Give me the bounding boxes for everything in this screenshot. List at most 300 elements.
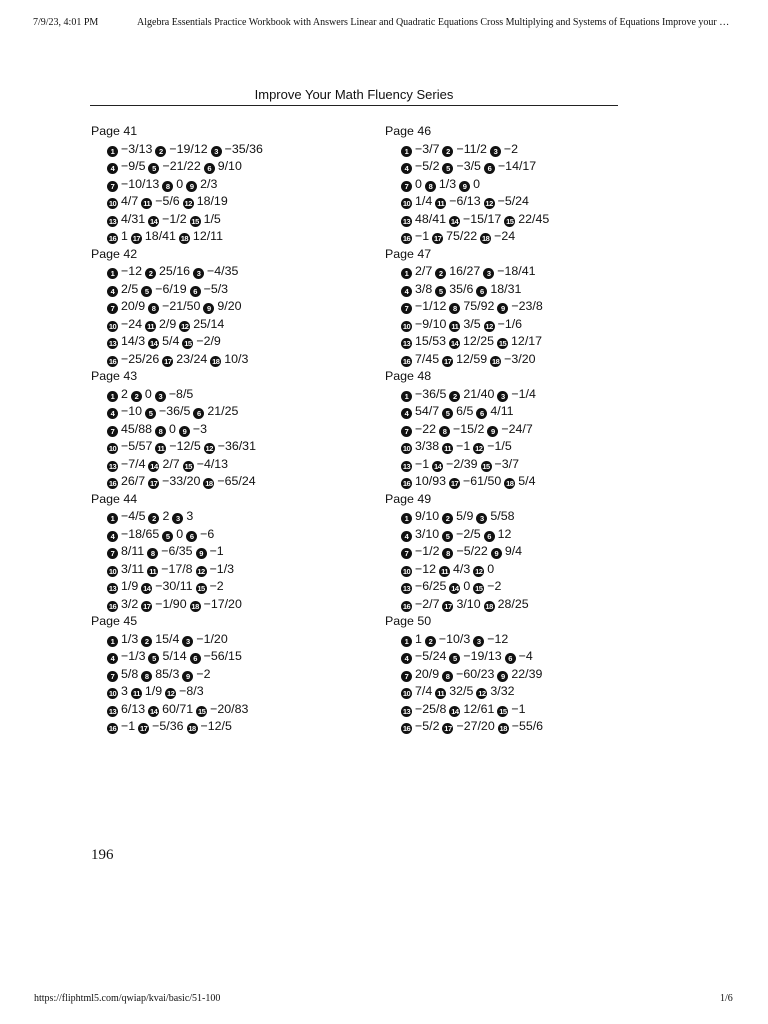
answer-item: [190, 597, 242, 611]
problem-number-icon: 14: [149, 706, 158, 716]
answer-item: [190, 282, 228, 296]
answer-value: 3/10: [456, 596, 481, 611]
problem-number-icon: 18: [188, 724, 196, 733]
page-heading: Page 50: [385, 614, 432, 628]
answer-item: [107, 719, 135, 733]
answer-item: [107, 684, 128, 698]
answer-item: [401, 597, 439, 611]
problem-number-icon: 2: [442, 146, 453, 157]
problem-number-icon: 7: [107, 548, 118, 559]
problem-number-icon: 5: [442, 531, 453, 542]
problem-number-icon: 1: [401, 513, 412, 524]
answer-value: −6/13: [449, 194, 481, 208]
problem-number-icon: 10: [402, 566, 411, 576]
answer-value: 0: [463, 579, 471, 593]
answer-row: [385, 176, 552, 194]
answer-item: [203, 474, 255, 488]
problem-number-icon: 4: [401, 163, 412, 174]
answer-item: [401, 684, 432, 698]
answer-row: [385, 193, 552, 211]
answer-item: [107, 194, 138, 208]
answer-value: −17/8: [161, 561, 193, 576]
answer-value: −35/36: [224, 141, 263, 156]
answer-item: [504, 212, 549, 226]
problem-number-icon: 7: [401, 181, 412, 192]
answer-value: −3: [192, 421, 208, 436]
problem-number-icon: 14: [451, 706, 459, 716]
answer-value: −1/5: [487, 439, 512, 453]
answer-item: [155, 387, 193, 401]
answer-item: [190, 212, 221, 226]
answer-value: −8/5: [168, 386, 194, 401]
answer-value: 12: [497, 526, 512, 541]
page-heading: Page 46: [385, 124, 432, 138]
problem-number-icon: 15: [197, 584, 205, 593]
answer-row: [385, 473, 552, 491]
answer-value: 12/17: [511, 334, 543, 348]
answer-item: [435, 282, 473, 296]
answer-value: 18/19: [196, 194, 228, 208]
answer-value: −23/8: [511, 299, 543, 313]
problem-number-icon: 16: [402, 724, 411, 733]
answer-value: 5/58: [490, 509, 515, 523]
page-heading: Page 49: [385, 491, 432, 506]
answer-item: [497, 299, 542, 313]
answer-value: −25/26: [121, 351, 160, 366]
answer-value: −1/2: [162, 211, 187, 226]
problem-number-icon: 10: [108, 689, 117, 698]
answer-item: [107, 264, 142, 278]
answer-value: 0: [415, 176, 422, 191]
answer-value: −6: [200, 526, 215, 541]
problem-number-icon: 1: [107, 513, 118, 524]
problem-number-icon: 3: [155, 391, 166, 402]
answer-value: −2: [503, 141, 519, 156]
answer-item: [148, 474, 200, 488]
answer-item: [401, 579, 446, 593]
answer-row: [385, 141, 552, 159]
answer-row: [91, 508, 266, 526]
problem-number-icon: 5: [141, 286, 152, 297]
answer-row: [385, 211, 552, 229]
problem-number-icon: 7: [107, 671, 118, 682]
answer-value: 3: [121, 684, 128, 698]
answer-item: [497, 387, 535, 401]
answer-value: 0: [169, 421, 176, 436]
answer-item: [172, 509, 193, 523]
answer-value: 5/9: [456, 509, 474, 523]
answer-value: 4/7: [121, 194, 139, 208]
answer-item: [449, 474, 501, 488]
answer-value: 5/4: [518, 474, 536, 488]
answer-item: [442, 544, 487, 558]
answer-value: −1/4: [511, 386, 536, 401]
problem-number-icon: 17: [149, 479, 158, 488]
problem-number-icon: 8: [162, 181, 173, 192]
problem-number-icon: 11: [147, 566, 158, 577]
answer-value: −4/5: [121, 509, 146, 523]
problem-number-icon: 13: [108, 706, 117, 716]
answer-item: [401, 264, 432, 278]
problem-number-icon: 16: [108, 601, 117, 611]
answer-item: [141, 282, 186, 296]
answer-row: [385, 543, 552, 561]
problem-number-icon: 4: [107, 653, 118, 664]
problem-number-icon: 16: [108, 234, 117, 243]
answer-item: [504, 474, 535, 488]
answer-item: [401, 667, 439, 681]
answer-section: [385, 613, 552, 736]
problem-number-icon: 16: [402, 356, 411, 366]
answer-value: 15/4: [155, 631, 180, 646]
answer-item: [401, 212, 446, 226]
problem-number-icon: 18: [205, 479, 213, 488]
answer-item: [473, 562, 494, 576]
answer-row: [385, 386, 552, 404]
problem-number-icon: 2: [141, 636, 152, 647]
answer-value: 2: [162, 509, 170, 523]
answer-value: −1/3: [209, 561, 235, 576]
answer-value: −6/35: [161, 544, 193, 558]
answer-item: [182, 334, 220, 348]
problem-number-icon: 7: [107, 426, 118, 437]
problem-number-icon: 6: [190, 653, 201, 664]
answer-item: [107, 422, 152, 436]
answer-item: [476, 509, 514, 523]
source-url-link[interactable]: https://fliphtml5.com/qwiap/kvai/basic/51-100: [34, 993, 221, 1004]
problem-number-icon: 1: [107, 146, 118, 157]
browser-print-date: 7/9/23, 4:01 PM: [33, 17, 99, 28]
answer-item: [147, 544, 192, 558]
problem-number-icon: 15: [184, 461, 192, 471]
problem-number-icon: 15: [475, 584, 483, 593]
answer-value: 60/71: [162, 701, 194, 716]
page-number: 196: [91, 847, 114, 863]
answer-item: [186, 177, 217, 191]
answer-row: [91, 473, 266, 491]
answer-value: −12: [415, 561, 437, 576]
answer-item: [473, 439, 511, 453]
answer-value: −10/13: [121, 176, 160, 191]
answer-row: [385, 281, 552, 299]
answer-value: 5/14: [162, 649, 187, 663]
answer-row: [91, 403, 266, 421]
answer-item: [162, 177, 183, 191]
answer-row: [385, 596, 552, 614]
answer-item: [107, 509, 145, 523]
problem-number-icon: 4: [401, 531, 412, 542]
answer-item: [141, 579, 192, 593]
answer-value: −9/10: [415, 316, 447, 331]
problem-number-icon: 9: [491, 548, 502, 559]
answer-value: −21/22: [162, 159, 201, 173]
problem-number-icon: 13: [402, 461, 411, 471]
problem-number-icon: 4: [107, 408, 118, 419]
answer-value: 28/25: [497, 596, 529, 611]
answer-row: [385, 421, 552, 439]
problem-number-icon: 15: [506, 216, 514, 226]
problem-number-icon: 13: [402, 584, 411, 593]
answer-row: [385, 561, 552, 579]
answer-item: [442, 527, 480, 541]
answer-value: −1: [121, 719, 136, 733]
answer-value: 18/41: [144, 229, 176, 243]
answer-row: [91, 351, 266, 369]
answer-value: −1: [415, 456, 430, 471]
problem-number-icon: 17: [444, 601, 452, 611]
answer-value: 1/3: [438, 176, 457, 191]
answer-value: −19/13: [463, 649, 502, 663]
problem-number-icon: 17: [444, 724, 452, 733]
answer-row: [385, 718, 552, 736]
problem-number-icon: 18: [191, 601, 199, 611]
problem-number-icon: 14: [450, 339, 459, 348]
answer-item: [107, 702, 145, 716]
problem-number-icon: 2: [131, 391, 142, 402]
problem-number-icon: 9: [179, 426, 190, 437]
answer-section: [385, 368, 552, 491]
answer-item: [505, 649, 533, 663]
answer-value: 3/32: [490, 684, 515, 698]
problem-number-icon: 13: [402, 339, 411, 348]
answer-value: −17/20: [203, 596, 242, 611]
answer-row: [385, 403, 552, 421]
answer-value: 25/16: [159, 264, 191, 278]
answer-item: [442, 597, 480, 611]
answer-row: [91, 526, 266, 544]
problem-number-icon: 10: [108, 566, 117, 576]
answer-section: [385, 246, 552, 369]
answer-value: −5/22: [456, 544, 488, 558]
answer-value: −4/13: [196, 456, 229, 471]
answer-value: −36/31: [217, 439, 256, 453]
answer-value: −18/65: [121, 526, 160, 541]
answer-value: −3/7: [415, 141, 440, 156]
problem-number-icon: 14: [433, 461, 442, 471]
answer-item: [107, 632, 138, 646]
answer-value: −14/17: [497, 159, 537, 173]
answer-value: −24: [121, 316, 143, 331]
answer-item: [435, 684, 473, 698]
answer-row: [91, 718, 266, 736]
answer-value: 4/31: [121, 211, 146, 226]
problem-number-icon: 7: [401, 426, 412, 437]
answer-row: [91, 193, 266, 211]
answer-section: [91, 491, 266, 614]
answer-item: [449, 317, 480, 331]
answer-row: [91, 158, 266, 176]
answer-item: [442, 667, 494, 681]
problem-number-icon: 10: [402, 444, 411, 453]
answer-item: [484, 194, 529, 208]
answer-row: [91, 211, 266, 229]
answer-value: −2/9: [196, 334, 221, 348]
problem-number-icon: 11: [155, 443, 166, 454]
answer-item: [107, 667, 138, 681]
problem-number-icon: 12: [197, 566, 205, 576]
answer-value: −5/36: [152, 719, 184, 733]
answer-value: 9/20: [217, 299, 242, 313]
problem-number-icon: 3: [473, 636, 484, 647]
answer-item: [131, 387, 152, 401]
answer-value: 1/3: [121, 631, 139, 646]
problem-number-icon: 5: [148, 653, 159, 664]
problem-number-icon: 11: [145, 321, 156, 332]
problem-number-icon: 11: [442, 443, 453, 454]
answer-value: −12: [487, 631, 509, 646]
answer-value: −24/7: [501, 421, 533, 436]
problem-number-icon: 8: [439, 426, 450, 437]
answer-value: 8/11: [121, 544, 145, 558]
problem-number-icon: 8: [442, 548, 453, 559]
answer-row: [91, 683, 266, 701]
answer-value: 12/25: [463, 334, 495, 348]
answer-row: [385, 158, 552, 176]
answer-row: [91, 421, 266, 439]
answer-value: −3/13: [121, 141, 153, 156]
problem-number-icon: 2: [442, 513, 453, 524]
problem-number-icon: 9: [497, 303, 508, 314]
problem-number-icon: 13: [108, 339, 117, 348]
answer-item: [449, 299, 494, 313]
problem-number-icon: 4: [107, 531, 118, 542]
answer-item: [145, 264, 190, 278]
problem-number-icon: 11: [449, 321, 460, 332]
problem-number-icon: 9: [203, 303, 214, 314]
answer-value: 2: [121, 386, 128, 401]
problem-number-icon: 12: [485, 199, 493, 208]
answer-item: [107, 282, 138, 296]
problem-number-icon: 15: [197, 706, 206, 716]
answer-item: [401, 439, 439, 453]
answer-row: [91, 666, 266, 684]
answer-value: −5/6: [155, 194, 180, 208]
answer-item: [165, 684, 203, 698]
answer-item: [401, 282, 432, 296]
answer-section: [91, 613, 266, 736]
problem-number-icon: 6: [476, 408, 487, 419]
answer-value: 3/11: [121, 561, 145, 576]
answer-item: [107, 334, 145, 348]
answer-item: [401, 159, 439, 173]
problem-number-icon: 9: [487, 426, 498, 437]
answer-item: [148, 334, 179, 348]
answer-value: −3/5: [456, 159, 481, 173]
problem-number-icon: 12: [205, 444, 213, 453]
answer-item: [449, 334, 494, 348]
answer-item: [425, 632, 470, 646]
answer-item: [476, 404, 513, 418]
answer-item: [196, 579, 224, 593]
answer-column-right: [385, 123, 552, 736]
answer-value: 9/4: [504, 544, 523, 558]
answer-item: [155, 439, 200, 453]
answer-item: [196, 544, 224, 558]
answer-item: [141, 194, 179, 208]
answer-value: −5/2: [415, 159, 440, 173]
answer-value: 26/7: [121, 474, 146, 488]
problem-number-icon: 4: [107, 163, 118, 174]
answer-value: −1/2: [415, 544, 440, 558]
problem-number-icon: 10: [402, 199, 411, 208]
problem-number-icon: 6: [505, 653, 516, 664]
answer-value: 18/31: [490, 281, 522, 296]
problem-number-icon: 17: [132, 234, 141, 243]
problem-number-icon: 12: [475, 444, 483, 453]
answer-value: 0: [144, 386, 152, 401]
problem-number-icon: 17: [450, 479, 459, 488]
answer-item: [401, 142, 439, 156]
answer-value: −5/3: [203, 281, 229, 296]
answer-item: [497, 667, 542, 681]
answer-value: −2: [196, 666, 211, 681]
answer-value: −5/2: [415, 719, 440, 733]
problem-number-icon: 18: [481, 234, 490, 243]
problem-number-icon: 12: [184, 199, 192, 208]
problem-number-icon: 9: [497, 671, 508, 682]
answer-row: [385, 508, 552, 526]
answer-item: [484, 317, 522, 331]
answer-item: [162, 527, 183, 541]
answer-value: −1/6: [497, 316, 523, 331]
answer-item: [148, 159, 200, 173]
answer-row: [91, 333, 266, 351]
problem-number-icon: 7: [401, 548, 412, 559]
problem-number-icon: 5: [442, 163, 453, 174]
answer-item: [442, 509, 473, 523]
answer-value: −2/5: [456, 526, 481, 541]
answer-value: −10: [121, 404, 143, 418]
answer-item: [497, 702, 525, 716]
problem-number-icon: 18: [212, 356, 220, 366]
answer-value: −6/25: [415, 579, 447, 593]
answer-item: [401, 457, 429, 471]
answer-item: [107, 177, 159, 191]
answer-item: [449, 579, 470, 593]
problem-number-icon: 5: [145, 408, 156, 419]
answer-value: 20/9: [121, 299, 146, 313]
answer-value: 7/4: [415, 684, 433, 698]
answer-value: 1: [121, 229, 128, 243]
answer-item: [107, 404, 142, 418]
answer-item: [401, 632, 422, 646]
problem-number-icon: 2: [449, 391, 460, 402]
answer-item: [435, 194, 480, 208]
answer-value: 32/5: [449, 684, 474, 698]
problem-number-icon: 10: [108, 199, 117, 208]
answer-row: [91, 456, 266, 474]
answer-row: [385, 298, 552, 316]
answer-value: −1/20: [196, 631, 228, 646]
answer-value: 12/11: [192, 229, 224, 243]
answer-item: [401, 562, 436, 576]
answer-value: 23/24: [176, 351, 208, 366]
print-page-count: 1/6: [720, 993, 733, 1004]
answer-value: −25/8: [415, 701, 447, 716]
answer-value: 3/10: [415, 526, 440, 541]
problem-number-icon: 6: [484, 163, 495, 174]
answer-item: [480, 229, 515, 243]
answer-value: 45/88: [121, 421, 153, 436]
answer-value: 48/41: [415, 211, 447, 226]
problem-number-icon: 15: [191, 216, 199, 226]
answer-value: 0: [176, 176, 184, 191]
answer-value: −10/3: [438, 631, 471, 646]
answer-section: [385, 123, 552, 246]
answer-item: [476, 684, 514, 698]
problem-number-icon: 7: [107, 181, 118, 192]
problem-number-icon: 8: [141, 671, 152, 682]
